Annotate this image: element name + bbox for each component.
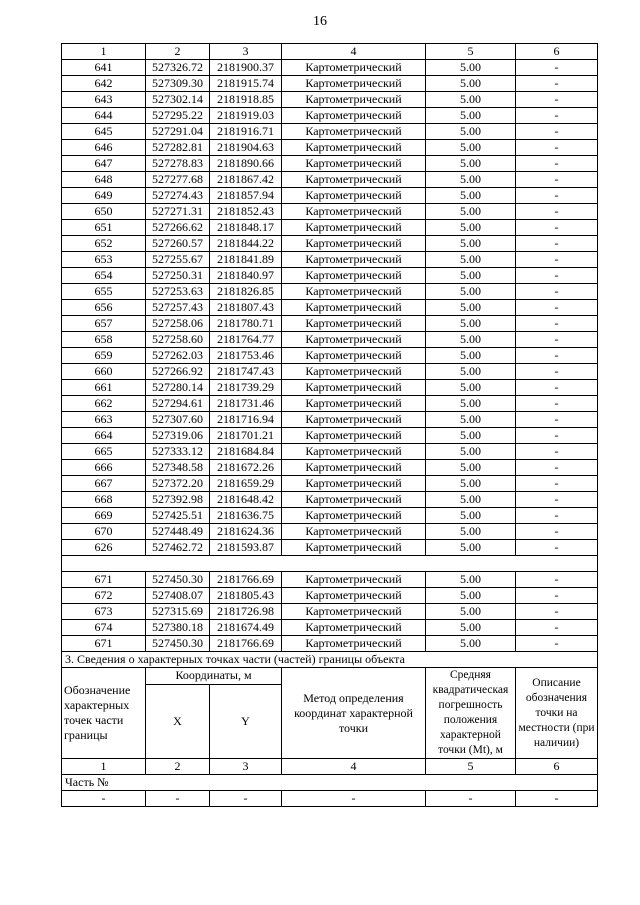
table-cell: 671 (62, 636, 146, 652)
table-cell: Картометрический (282, 620, 426, 636)
table-cell: Картометрический (282, 572, 426, 588)
table-cell: 652 (62, 236, 146, 252)
table-cell: - (282, 791, 426, 807)
table-cell: 5.00 (426, 268, 516, 284)
page-number: 16 (313, 14, 327, 29)
table-cell: Картометрический (282, 636, 426, 652)
table-cell: 527450.30 (146, 572, 210, 588)
table-cell: 669 (62, 508, 146, 524)
table-row (62, 188, 598, 204)
table-cell: - (516, 92, 598, 108)
table-cell: 2181731.46 (210, 396, 282, 412)
header-designation: Обозначение характерных точек части границы (62, 668, 146, 759)
table-cell: 527278.83 (146, 156, 210, 172)
table-cell: 668 (62, 492, 146, 508)
table-cell: 5.00 (426, 60, 516, 76)
table-cell: 2181915.74 (210, 76, 282, 92)
table-cell: - (516, 476, 598, 492)
table-cell: Картометрический (282, 364, 426, 380)
table-cell: Картометрический (282, 60, 426, 76)
table-cell: 527462.72 (146, 540, 210, 556)
table-cell: Картометрический (282, 268, 426, 284)
coordinates-table (61, 43, 598, 807)
table-row (62, 396, 598, 412)
table-cell: Картометрический (282, 460, 426, 476)
table-cell: 2181766.69 (210, 572, 282, 588)
table-cell: 2181726.98 (210, 604, 282, 620)
table-cell: - (516, 156, 598, 172)
table-cell: 2181674.49 (210, 620, 282, 636)
section-header-row (62, 668, 598, 685)
table-cell: 2181841.89 (210, 252, 282, 268)
table-cell: 5.00 (426, 220, 516, 236)
table-cell: 5.00 (426, 604, 516, 620)
table-row (62, 412, 598, 428)
table-cell: 2181807.43 (210, 300, 282, 316)
part-label: Часть № (62, 775, 598, 791)
table-cell: 670 (62, 524, 146, 540)
table-row (62, 204, 598, 220)
table-cell: 5.00 (426, 236, 516, 252)
col-num: 5 (426, 44, 516, 60)
table-cell: 527291.04 (146, 124, 210, 140)
table-cell: 673 (62, 604, 146, 620)
table-cell: - (516, 604, 598, 620)
table-cell: - (516, 124, 598, 140)
table-cell: 527307.60 (146, 412, 210, 428)
table-cell: - (516, 348, 598, 364)
table-cell: - (516, 380, 598, 396)
table-cell: 527309.30 (146, 76, 210, 92)
table-cell: Картометрический (282, 524, 426, 540)
table-cell: 672 (62, 588, 146, 604)
table-cell: 527274.43 (146, 188, 210, 204)
table-cell: 5.00 (426, 380, 516, 396)
table-cell: - (516, 220, 598, 236)
table-row (62, 364, 598, 380)
table-cell: 2181919.03 (210, 108, 282, 124)
table-cell: 5.00 (426, 588, 516, 604)
table-cell: - (516, 188, 598, 204)
table-cell: 5.00 (426, 540, 516, 556)
table-cell: 2181701.21 (210, 428, 282, 444)
table-row (62, 172, 598, 188)
table-cell: 5.00 (426, 396, 516, 412)
table-cell: Картометрический (282, 124, 426, 140)
table-cell: - (516, 636, 598, 652)
col-num: 3 (210, 44, 282, 60)
table-cell: 650 (62, 204, 146, 220)
table-cell: 642 (62, 76, 146, 92)
table-cell: 666 (62, 460, 146, 476)
table-cell: 527295.22 (146, 108, 210, 124)
table-row (62, 140, 598, 156)
table-cell: Картометрический (282, 252, 426, 268)
table-cell: 527282.81 (146, 140, 210, 156)
table-cell: 5.00 (426, 620, 516, 636)
table-row (62, 444, 598, 460)
table-row (62, 284, 598, 300)
table-cell: 5.00 (426, 172, 516, 188)
table-cell: 527260.57 (146, 236, 210, 252)
table-cell: 662 (62, 396, 146, 412)
table-row (62, 428, 598, 444)
table-row (62, 220, 598, 236)
table-row (62, 76, 598, 92)
table-cell: - (62, 791, 146, 807)
table-cell: Картометрический (282, 540, 426, 556)
table-cell: - (516, 284, 598, 300)
table-cell: 5.00 (426, 140, 516, 156)
table-cell: Картометрический (282, 156, 426, 172)
table-row (62, 604, 598, 620)
table-cell: 667 (62, 476, 146, 492)
table-cell: Картометрический (282, 412, 426, 428)
table-cell: - (516, 412, 598, 428)
table-cell: 2181805.43 (210, 588, 282, 604)
table-cell: 651 (62, 220, 146, 236)
table-cell: - (516, 172, 598, 188)
table-cell: 2181900.37 (210, 60, 282, 76)
table-cell: 1 (62, 759, 146, 775)
header-description: Описание обозначения точки на местности (при наличии) (516, 668, 598, 759)
table-cell: 2181840.97 (210, 268, 282, 284)
table-cell: 527266.92 (146, 364, 210, 380)
section-title-row (62, 652, 598, 668)
table-cell: 665 (62, 444, 146, 460)
table-cell: 5.00 (426, 332, 516, 348)
table-cell: Картометрический (282, 76, 426, 92)
table-cell: 660 (62, 364, 146, 380)
table-cell: Картометрический (282, 428, 426, 444)
table-cell: 5.00 (426, 524, 516, 540)
part-row (62, 775, 598, 791)
table-cell: - (516, 620, 598, 636)
table-cell: 2181764.77 (210, 332, 282, 348)
table-cell: 5.00 (426, 460, 516, 476)
table-cell: Картометрический (282, 236, 426, 252)
table-cell: Картометрический (282, 108, 426, 124)
table-cell: 646 (62, 140, 146, 156)
table-cell: 2 (146, 759, 210, 775)
table-cell: 527258.60 (146, 332, 210, 348)
table-cell: - (516, 268, 598, 284)
table-row (62, 316, 598, 332)
table-cell: 671 (62, 572, 146, 588)
table-cell: - (516, 428, 598, 444)
table-row (62, 620, 598, 636)
table-cell: 626 (62, 540, 146, 556)
table-cell: 655 (62, 284, 146, 300)
table-cell: 657 (62, 316, 146, 332)
col-num: 6 (516, 44, 598, 60)
table-cell: 527262.03 (146, 348, 210, 364)
table-row (62, 236, 598, 252)
table-row (62, 636, 598, 652)
table-cell: Картометрический (282, 508, 426, 524)
table-cell: 641 (62, 60, 146, 76)
table-cell: 2181848.17 (210, 220, 282, 236)
table-row (62, 268, 598, 284)
header-method: Метод определения координат характерной точки (282, 668, 426, 759)
table-cell: 649 (62, 188, 146, 204)
table-cell: 2181624.36 (210, 524, 282, 540)
table-cell: 2181916.71 (210, 124, 282, 140)
empty-data-row (62, 791, 598, 807)
table-cell: 5.00 (426, 428, 516, 444)
table-cell: 5.00 (426, 316, 516, 332)
table-cell: 664 (62, 428, 146, 444)
table-cell: Картометрический (282, 220, 426, 236)
table-cell: 527277.68 (146, 172, 210, 188)
table-cell: 661 (62, 380, 146, 396)
col-num: 4 (282, 44, 426, 60)
section-title: 3. Сведения о характерных точках части (частей) границы объекта (62, 652, 598, 668)
table-cell: 5.00 (426, 572, 516, 588)
table-cell: Картометрический (282, 92, 426, 108)
column-number-row (62, 759, 598, 775)
table-cell: 5.00 (426, 204, 516, 220)
table-row (62, 92, 598, 108)
table-cell: 674 (62, 620, 146, 636)
table-cell: 2181593.87 (210, 540, 282, 556)
table-cell: Картометрический (282, 204, 426, 220)
table-cell: 2181826.85 (210, 284, 282, 300)
table-row (62, 572, 598, 588)
table-cell: - (516, 524, 598, 540)
table-cell: - (516, 252, 598, 268)
table-cell: 2181780.71 (210, 316, 282, 332)
table-cell: 5.00 (426, 92, 516, 108)
table-row (62, 492, 598, 508)
table-cell: - (516, 508, 598, 524)
table-cell: 4 (282, 759, 426, 775)
table-cell: 2181766.69 (210, 636, 282, 652)
table-cell: - (516, 791, 598, 807)
table-cell: 527372.20 (146, 476, 210, 492)
table-cell: 654 (62, 268, 146, 284)
table-cell: 2181890.66 (210, 156, 282, 172)
table-cell: 659 (62, 348, 146, 364)
table-cell: 5.00 (426, 492, 516, 508)
table-cell: 527255.67 (146, 252, 210, 268)
table-cell: 647 (62, 156, 146, 172)
table-cell: 5.00 (426, 476, 516, 492)
table-cell: Картометрический (282, 604, 426, 620)
table-cell: 527448.49 (146, 524, 210, 540)
table-cell: 5.00 (426, 188, 516, 204)
table-cell: - (146, 791, 210, 807)
table-cell: - (516, 236, 598, 252)
table-cell: 2181857.94 (210, 188, 282, 204)
table-cell: Картометрический (282, 332, 426, 348)
table-cell: 2181672.26 (210, 460, 282, 476)
table-cell: 5.00 (426, 636, 516, 652)
table-cell: - (516, 364, 598, 380)
table-row (62, 300, 598, 316)
table-row (62, 540, 598, 556)
table-cell: 5.00 (426, 364, 516, 380)
blank-separator-row (62, 556, 598, 572)
table-cell: Картометрический (282, 476, 426, 492)
table-cell: 527348.58 (146, 460, 210, 476)
table-cell: - (516, 108, 598, 124)
table-cell: Картометрический (282, 172, 426, 188)
table-cell: 5.00 (426, 412, 516, 428)
table-cell: - (516, 76, 598, 92)
table-cell: 2181904.63 (210, 140, 282, 156)
table-row (62, 508, 598, 524)
table-cell: - (516, 332, 598, 348)
header-x: X (146, 684, 210, 758)
table-cell: 2181636.75 (210, 508, 282, 524)
table-cell: Картометрический (282, 396, 426, 412)
table-cell: 643 (62, 92, 146, 108)
table-cell: 5.00 (426, 444, 516, 460)
table-cell: 2181739.29 (210, 380, 282, 396)
table-cell: 3 (210, 759, 282, 775)
table-cell: 527294.61 (146, 396, 210, 412)
table-cell: 653 (62, 252, 146, 268)
table-cell: Картометрический (282, 300, 426, 316)
table-cell: - (210, 791, 282, 807)
table-cell: 5 (426, 759, 516, 775)
table-cell: 5.00 (426, 284, 516, 300)
table-cell: - (516, 140, 598, 156)
table-cell: Картометрический (282, 348, 426, 364)
table-cell: 2181918.85 (210, 92, 282, 108)
table-cell: - (516, 444, 598, 460)
table-cell: - (516, 588, 598, 604)
table-cell: 527450.30 (146, 636, 210, 652)
table-cell: 527258.06 (146, 316, 210, 332)
table-cell: 527380.18 (146, 620, 210, 636)
table-cell: 648 (62, 172, 146, 188)
table-cell: - (516, 460, 598, 476)
table-row (62, 460, 598, 476)
table-cell: 5.00 (426, 76, 516, 92)
table-cell: 527250.31 (146, 268, 210, 284)
header-coordinates: Координаты, м (146, 668, 282, 685)
table-cell: 2181659.29 (210, 476, 282, 492)
table-cell: - (516, 396, 598, 412)
table-cell: 527257.43 (146, 300, 210, 316)
table-cell: 527302.14 (146, 92, 210, 108)
table-cell: - (516, 316, 598, 332)
table-cell: 658 (62, 332, 146, 348)
table-cell: - (516, 572, 598, 588)
table-row (62, 60, 598, 76)
table-cell: 527392.98 (146, 492, 210, 508)
table-cell: - (516, 540, 598, 556)
header-y: Y (210, 684, 282, 758)
col-num: 2 (146, 44, 210, 60)
table-cell: 2181844.22 (210, 236, 282, 252)
table-cell: 5.00 (426, 156, 516, 172)
table-cell: 5.00 (426, 252, 516, 268)
table-cell: 5.00 (426, 508, 516, 524)
table-cell: 5.00 (426, 108, 516, 124)
table-cell: 527315.69 (146, 604, 210, 620)
table-row (62, 588, 598, 604)
table-cell: Картометрический (282, 284, 426, 300)
col-num: 1 (62, 44, 146, 60)
table-cell: 2181716.94 (210, 412, 282, 428)
table-row (62, 108, 598, 124)
table-cell: 6 (516, 759, 598, 775)
table-cell: 645 (62, 124, 146, 140)
table-row (62, 252, 598, 268)
table-row (62, 348, 598, 364)
table-cell: 5.00 (426, 124, 516, 140)
table-row (62, 380, 598, 396)
table-cell: 527408.07 (146, 588, 210, 604)
table-cell: Картометрический (282, 140, 426, 156)
table-cell: Картометрический (282, 188, 426, 204)
table-cell: Картометрический (282, 444, 426, 460)
table-row (62, 124, 598, 140)
table-cell: 527266.62 (146, 220, 210, 236)
table-cell: - (516, 300, 598, 316)
table-cell: 644 (62, 108, 146, 124)
table-cell: 2181684.84 (210, 444, 282, 460)
blank-cell (62, 556, 598, 572)
table-cell: 527333.12 (146, 444, 210, 460)
table-cell: 527280.14 (146, 380, 210, 396)
table-cell: 5.00 (426, 348, 516, 364)
table-cell: Картометрический (282, 492, 426, 508)
table-row (62, 156, 598, 172)
table-cell: 663 (62, 412, 146, 428)
table-cell: 2181648.42 (210, 492, 282, 508)
table-row (62, 332, 598, 348)
table-row (62, 476, 598, 492)
table-cell: 527319.06 (146, 428, 210, 444)
table-cell: - (426, 791, 516, 807)
table-cell: 527425.51 (146, 508, 210, 524)
table-cell: 2181747.43 (210, 364, 282, 380)
table-cell: Картометрический (282, 380, 426, 396)
column-number-row (62, 44, 598, 60)
table-cell: 2181867.42 (210, 172, 282, 188)
table-cell: 527253.63 (146, 284, 210, 300)
table-cell: - (516, 204, 598, 220)
table-cell: - (516, 492, 598, 508)
header-accuracy: Средняя квадратическая погрешность положения характерной точки (Mt), м (426, 668, 516, 759)
table-row (62, 524, 598, 540)
table-cell: 527326.72 (146, 60, 210, 76)
table-cell: - (516, 60, 598, 76)
table-cell: Картометрический (282, 588, 426, 604)
table-cell: Картометрический (282, 316, 426, 332)
table-cell: 527271.31 (146, 204, 210, 220)
table-cell: 2181852.43 (210, 204, 282, 220)
table-cell: 656 (62, 300, 146, 316)
table-cell: 5.00 (426, 300, 516, 316)
table-cell: 2181753.46 (210, 348, 282, 364)
